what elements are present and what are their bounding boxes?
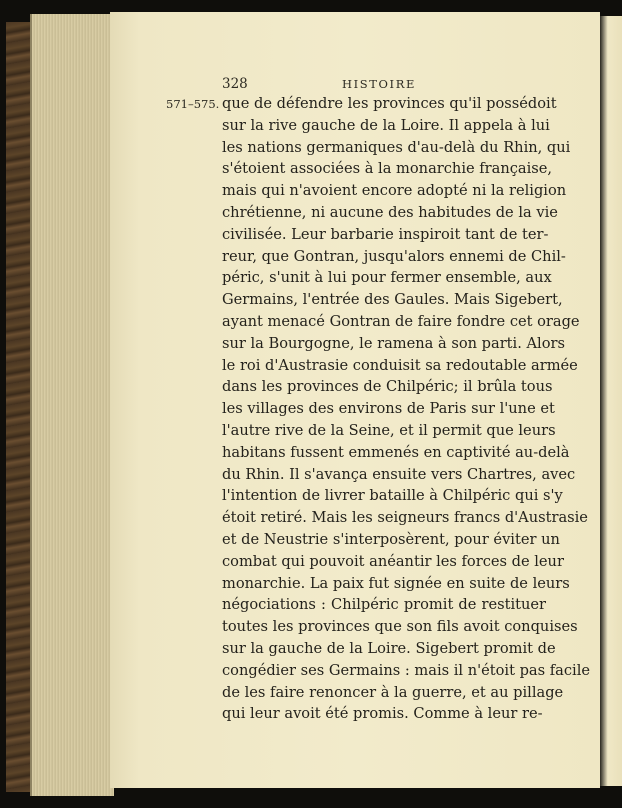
text-line: reur, que Gontran, jusqu'alors ennemi de Chil- <box>222 247 566 265</box>
text-line: Germains, l'entrée des Gaules. Mais Sigebert, <box>222 291 563 309</box>
text-line: chrétienne, ni aucune des habitudes de la vie <box>222 203 558 221</box>
facing-page-edge <box>600 16 622 786</box>
text-line: qui leur avoit été promis. Comme à leur re- <box>222 705 543 723</box>
text-line: l'intention de livrer bataille à Chilpéric qui s'y <box>222 487 563 505</box>
margin-date-note: 571–575. <box>166 97 220 111</box>
text-line: négociations : Chilpéric promit de restituer <box>222 596 546 614</box>
text-line: congédier ses Germains : mais il n'étoit pas facile <box>222 661 591 679</box>
text-line: sur la rive gauche de la Loire. Il appela à lui <box>222 116 550 134</box>
page-number: 328 <box>222 76 248 92</box>
text-line: les villages des environs de Paris sur l'une et <box>222 400 555 418</box>
text-line: combat qui pouvoit anéantir les forces de leur <box>222 552 564 570</box>
text-line: habitans fussent emmenés en captivité au-delà <box>222 443 570 461</box>
text-line: les nations germaniques d'au-delà du Rhin, qui <box>222 138 571 156</box>
text-line: sur la gauche de la Loire. Sigebert promit de <box>222 639 556 657</box>
text-line: s'étoient associées à la monarchie française, <box>222 160 553 178</box>
text-line: étoit retiré. Mais les seigneurs francs d'Austrasie <box>222 509 588 527</box>
text-line: sur la Bourgogne, le ramena à son parti. Alors <box>222 334 565 352</box>
text-line: le roi d'Austrasie conduisit sa redoutable armée <box>222 356 578 374</box>
page-edges-stack <box>30 14 114 796</box>
text-line: dans les provinces de Chilpéric; il brûla tous <box>222 378 553 396</box>
running-head: HISTOIRE <box>342 77 416 91</box>
text-line: de les faire renoncer à la guerre, et au pillage <box>222 683 564 701</box>
text-line: l'autre rive de la Seine, et il permit que leurs <box>222 421 556 439</box>
text-line: péric, s'unit à lui pour fermer ensemble, aux <box>222 269 552 287</box>
text-line: du Rhin. Il s'avança ensuite vers Chartres, avec <box>222 465 576 483</box>
text-line: ayant menacé Gontran de faire fondre cet orage <box>222 312 580 330</box>
text-line: que de défendre les provinces qu'il possédoit <box>222 95 557 112</box>
text-line: civilisée. Leur barbarie inspiroit tant de ter- <box>222 225 549 243</box>
text-line: monarchie. La paix fut signée en suite de leurs <box>222 574 570 592</box>
body-text <box>222 93 591 725</box>
text-line: et de Neustrie s'interposèrent, pour éviter un <box>222 530 560 548</box>
text-line: mais qui n'avoient encore adopté ni la religion <box>222 182 567 200</box>
text-line: toutes les provinces que son fils avoit conquises <box>222 618 578 636</box>
